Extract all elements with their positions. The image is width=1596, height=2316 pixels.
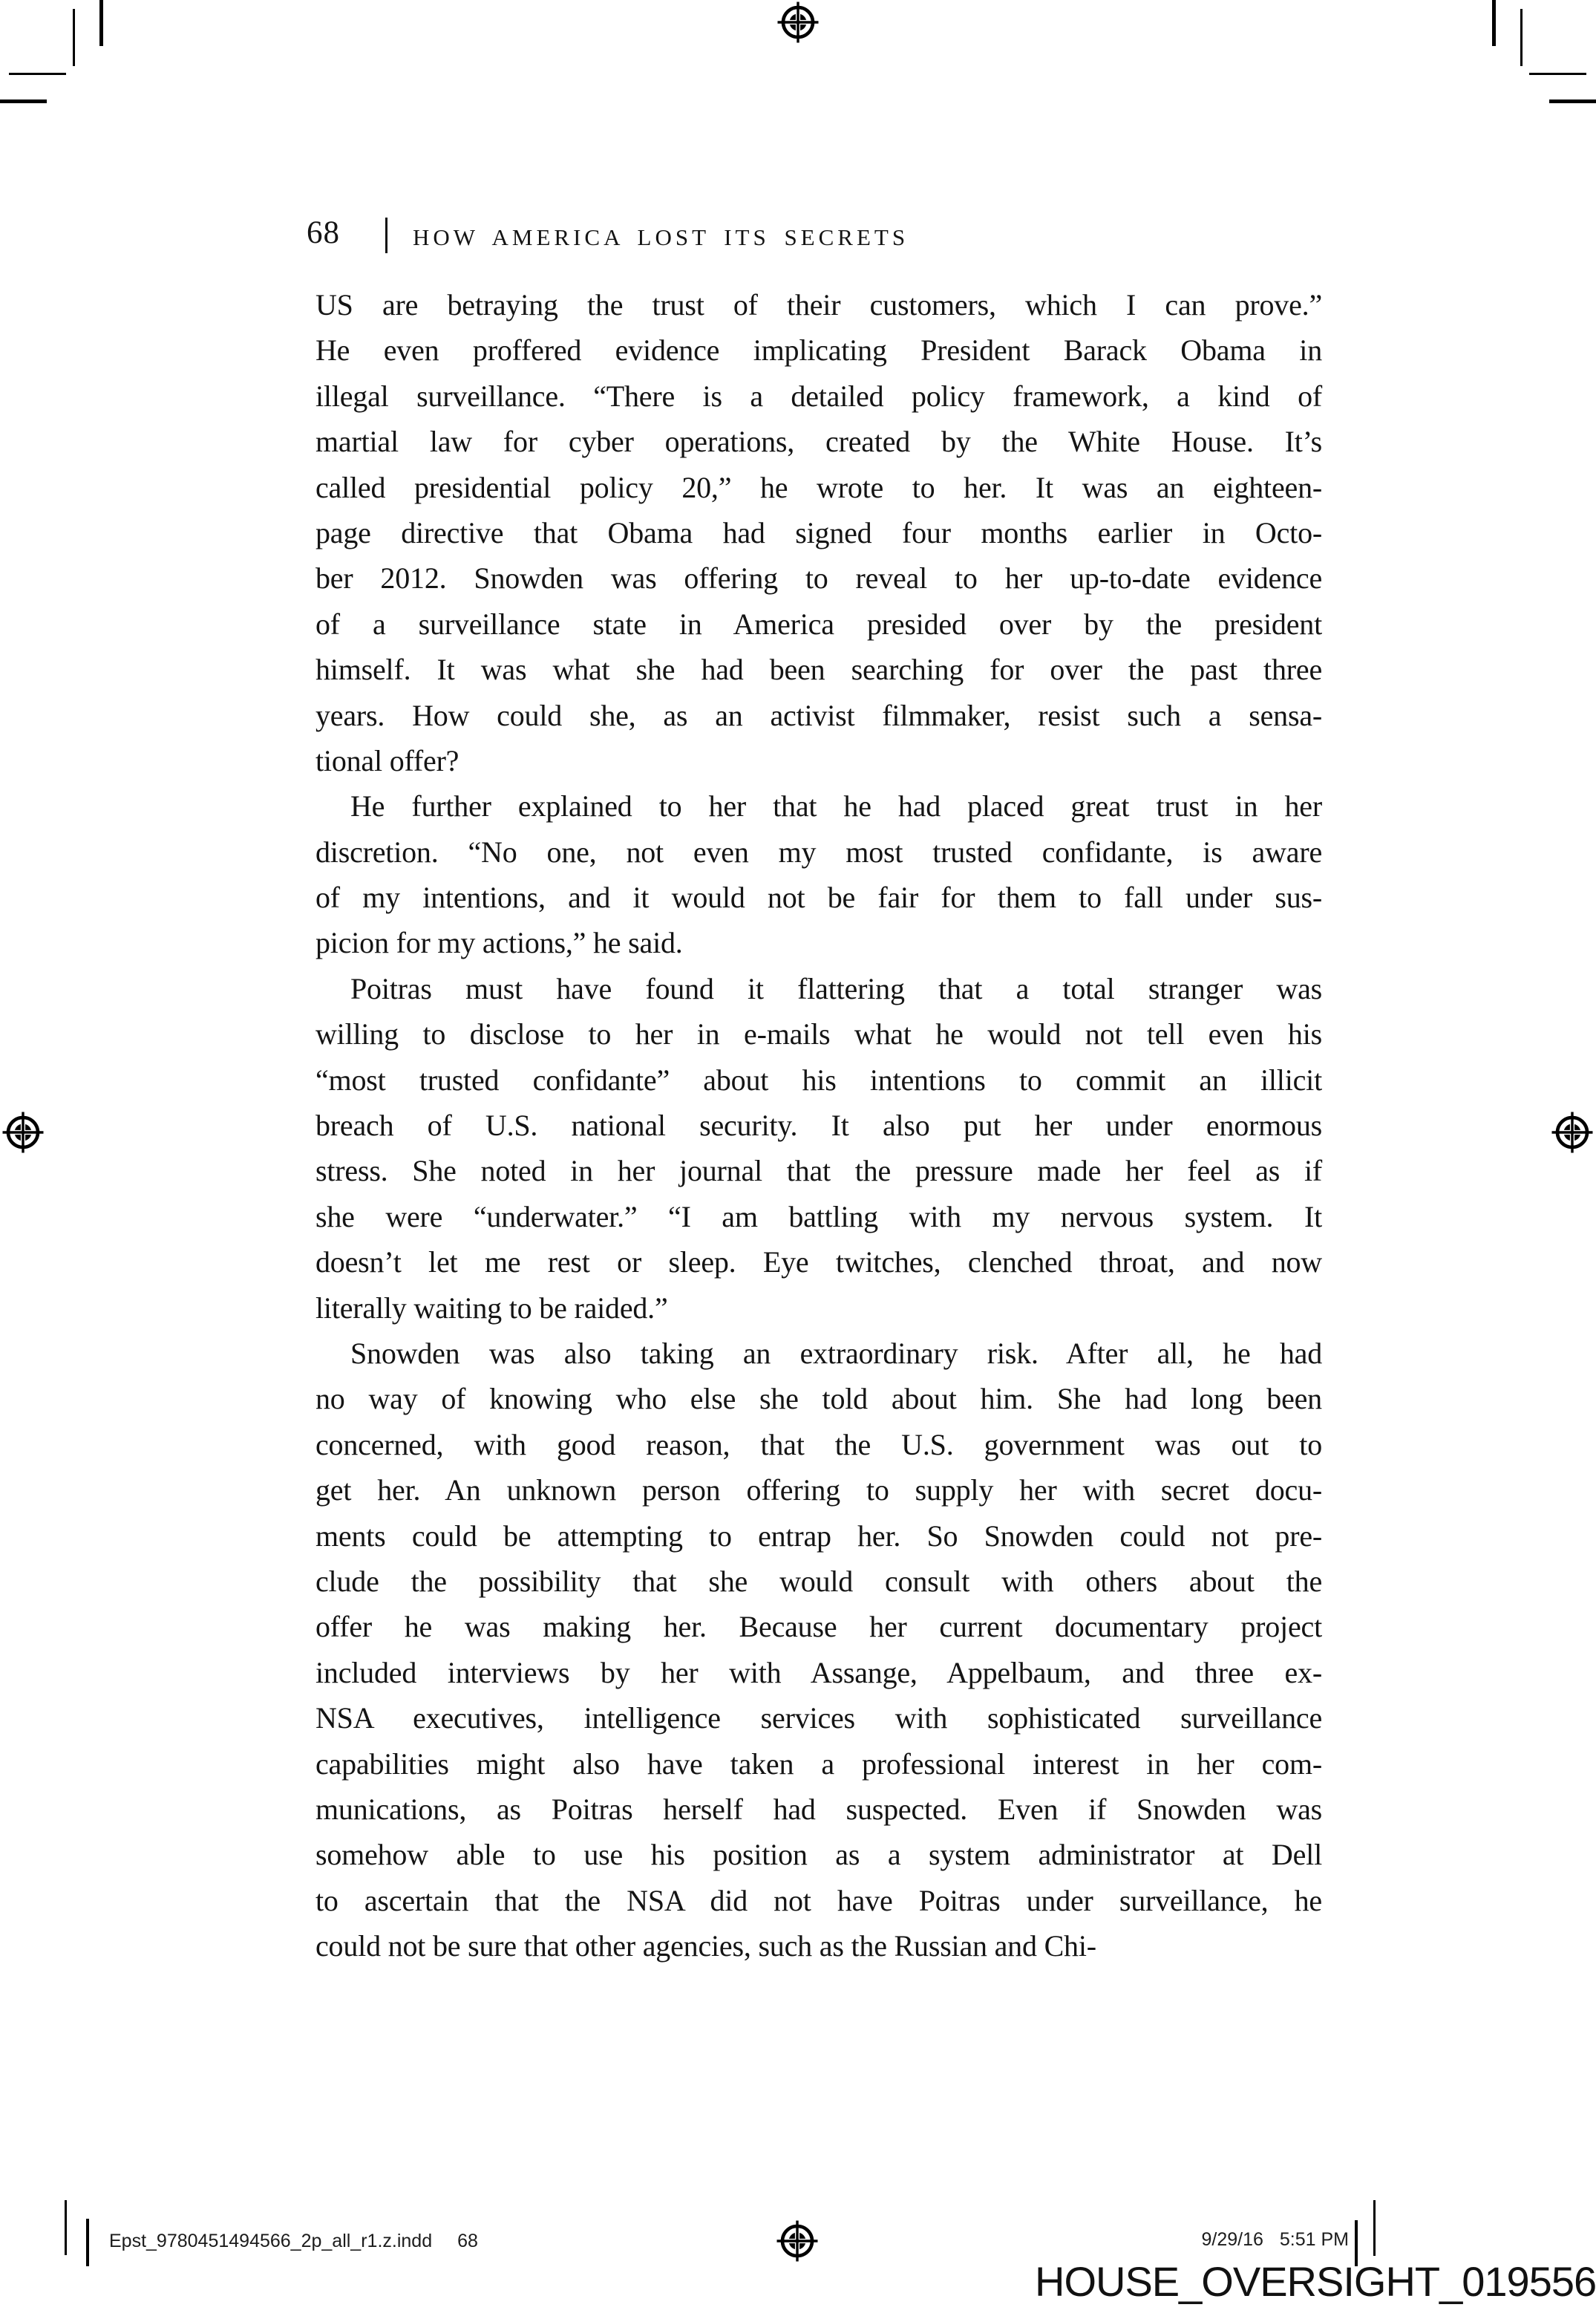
text-line: himself. It was what she had been searching for over the past three [315, 653, 1322, 687]
registration-target-icon [775, 2219, 820, 2263]
running-header-title: HOW AMERICA LOST ITS SECRETS [413, 224, 909, 250]
text-line: page directive that Obama had signed four months earlier in Octo- [315, 515, 1322, 549]
text-line: get her. An unknown person offering to supply her with secret docu- [315, 1473, 1322, 1507]
registration-target-icon [1550, 1110, 1595, 1155]
text-line: no way of knowing who else she told about him. She had long been [315, 1382, 1322, 1416]
crop-mark [86, 2219, 89, 2266]
text-line: concerned, with good reason, that the U.S. government was out to [315, 1427, 1322, 1461]
crop-mark [1492, 0, 1496, 46]
page-number: 68 [307, 215, 340, 250]
crop-mark [65, 2200, 67, 2255]
crop-mark [9, 73, 66, 75]
text-line: capabilities might also have taken a professional interest in her com- [315, 1746, 1322, 1781]
text-line: He further explained to her that he had placed great trust in her [350, 789, 1322, 823]
text-line: discretion. “No one, not even my most trusted confidante, is aware [315, 835, 1322, 869]
footer-file-name: Epst_9780451494566_2p_all_r1.z.indd [109, 2231, 433, 2251]
footer-datetime [1201, 2229, 1349, 2251]
footer-page-ref: 68 [457, 2231, 478, 2251]
crop-mark [1529, 73, 1586, 75]
footer-date: 9/29/16 [1201, 2229, 1263, 2250]
text-line: Poitras must have found it flattering that a total stranger was [350, 971, 1322, 1005]
crop-mark [1373, 2200, 1376, 2256]
registration-target-icon [1, 1110, 45, 1155]
text-line: martial law for cyber operations, created by the White House. It’s [315, 425, 1322, 459]
text-line: ber 2012. Snowden was offering to reveal to her up-to-date evidence [315, 561, 1322, 596]
text-line: years. How could she, as an activist filmmaker, resist such a sensa- [315, 698, 1322, 732]
text-line: literally waiting to be raided.” [315, 1291, 668, 1325]
text-line: somehow able to use his position as a system administrator at Dell [315, 1838, 1322, 1872]
crop-mark [99, 0, 103, 46]
text-line: NSA executives, intelligence services with sophisticated surveillance [315, 1701, 1322, 1735]
registration-target-icon [776, 0, 820, 45]
text-line: illegal surveillance. “There is a detailed policy framework, a kind of [315, 379, 1322, 413]
bates-stamp: HOUSE_OVERSIGHT_019556 [1035, 2258, 1596, 2305]
text-line: doesn’t let me rest or sleep. Eye twitches, clenched throat, and now [315, 1245, 1322, 1279]
text-line: included interviews by her with Assange, Appelbaum, and three ex- [315, 1655, 1322, 1689]
text-line: picion for my actions,” he said. [315, 926, 683, 960]
body-text-block [315, 282, 1322, 1968]
text-line: tional offer? [315, 743, 459, 777]
text-line: stress. She noted in her journal that the pressure made her feel as if [315, 1154, 1322, 1188]
text-line: He even proffered evidence implicating President Barack Obama in [315, 333, 1322, 368]
crop-mark [0, 100, 47, 103]
footer-file-slug [109, 2231, 478, 2252]
crop-mark [73, 9, 75, 66]
text-line: offer he was making her. Because her current documentary project [315, 1610, 1322, 1644]
footer-time: 5:51 PM [1279, 2229, 1349, 2250]
crop-mark [1549, 100, 1596, 103]
crop-mark [1520, 9, 1523, 66]
text-line: could not be sure that other agencies, such as the Russian and Chi- [315, 1929, 1096, 1963]
text-line: munications, as Poitras herself had suspected. Even if Snowden was [315, 1792, 1322, 1826]
text-line: she were “underwater.” “I am battling with my nervous system. It [315, 1199, 1322, 1233]
text-line: of a surveillance state in America presided over by the president [315, 607, 1322, 641]
header-divider-rule [385, 218, 387, 253]
text-line: willing to disclose to her in e-mails what he would not tell even his [315, 1017, 1322, 1051]
text-line: US are betraying the trust of their customers, which I can prove.” [315, 288, 1322, 322]
text-line: “most trusted confidante” about his intentions to commit an illicit [315, 1063, 1322, 1097]
text-line: of my intentions, and it would not be fair for them to fall under sus- [315, 881, 1322, 915]
text-line: Snowden was also taking an extraordinary risk. After all, he had [350, 1336, 1322, 1370]
text-line: clude the possibility that she would consult with others about the [315, 1564, 1322, 1598]
text-line: called presidential policy 20,” he wrote to her. It was an eighteen- [315, 470, 1322, 504]
text-line: breach of U.S. national security. It also put her under enormous [315, 1109, 1322, 1143]
text-line: to ascertain that the NSA did not have Poitras under surveillance, he [315, 1883, 1322, 1917]
text-line: ments could be attempting to entrap her. So Snowden could not pre- [315, 1519, 1322, 1553]
